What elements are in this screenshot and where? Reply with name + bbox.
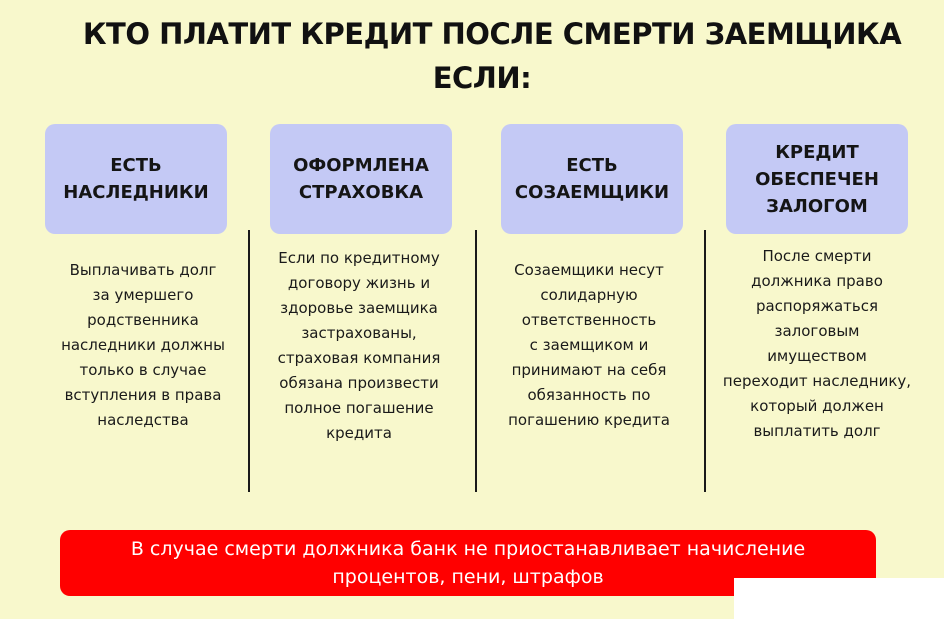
- corner-patch: [734, 578, 944, 619]
- card-heirs: ЕСТЬ НАСЛЕДНИКИ: [45, 124, 227, 234]
- text-heirs: Выплачивать долг за умершего родственника наследники должны только в случае вступления в права наследства: [61, 261, 225, 429]
- page-title: [0, 12, 944, 100]
- warning-banner: В случае смерти должника банк не приостанавливает начисление процентов, пени, штрафов: [60, 530, 876, 596]
- title-line-2: ЕСЛИ:: [432, 61, 532, 95]
- column-divider-3: [704, 230, 706, 492]
- card-collateral: КРЕДИТ ОБЕСПЕЧЕН ЗАЛОГОМ: [726, 124, 908, 234]
- column-divider-1: [248, 230, 250, 492]
- title-line-1: КТО ПЛАТИТ КРЕДИТ ПОСЛЕ СМЕРТИ ЗАЕМЩИКА: [82, 17, 902, 51]
- card-co-borrowers: ЕСТЬ СОЗАЕМЩИКИ: [501, 124, 683, 234]
- card-insurance: ОФОРМЛЕНА СТРАХОВКА: [270, 124, 452, 234]
- text-insurance: Если по кредитному договору жизнь и здоровье заемщика застрахованы, страховая компания обязана произвести полное погашение кредита: [277, 249, 441, 442]
- column-divider-2: [475, 230, 477, 492]
- text-collateral: После смерти должника право распоряжаться залоговым имуществом переходит наследнику, который должен выплатить долг: [722, 247, 912, 440]
- text-co-borrowers: Созаемщики несут солидарную ответственность с заемщиком и принимают на себя обязанность по погашению кредита: [508, 261, 670, 429]
